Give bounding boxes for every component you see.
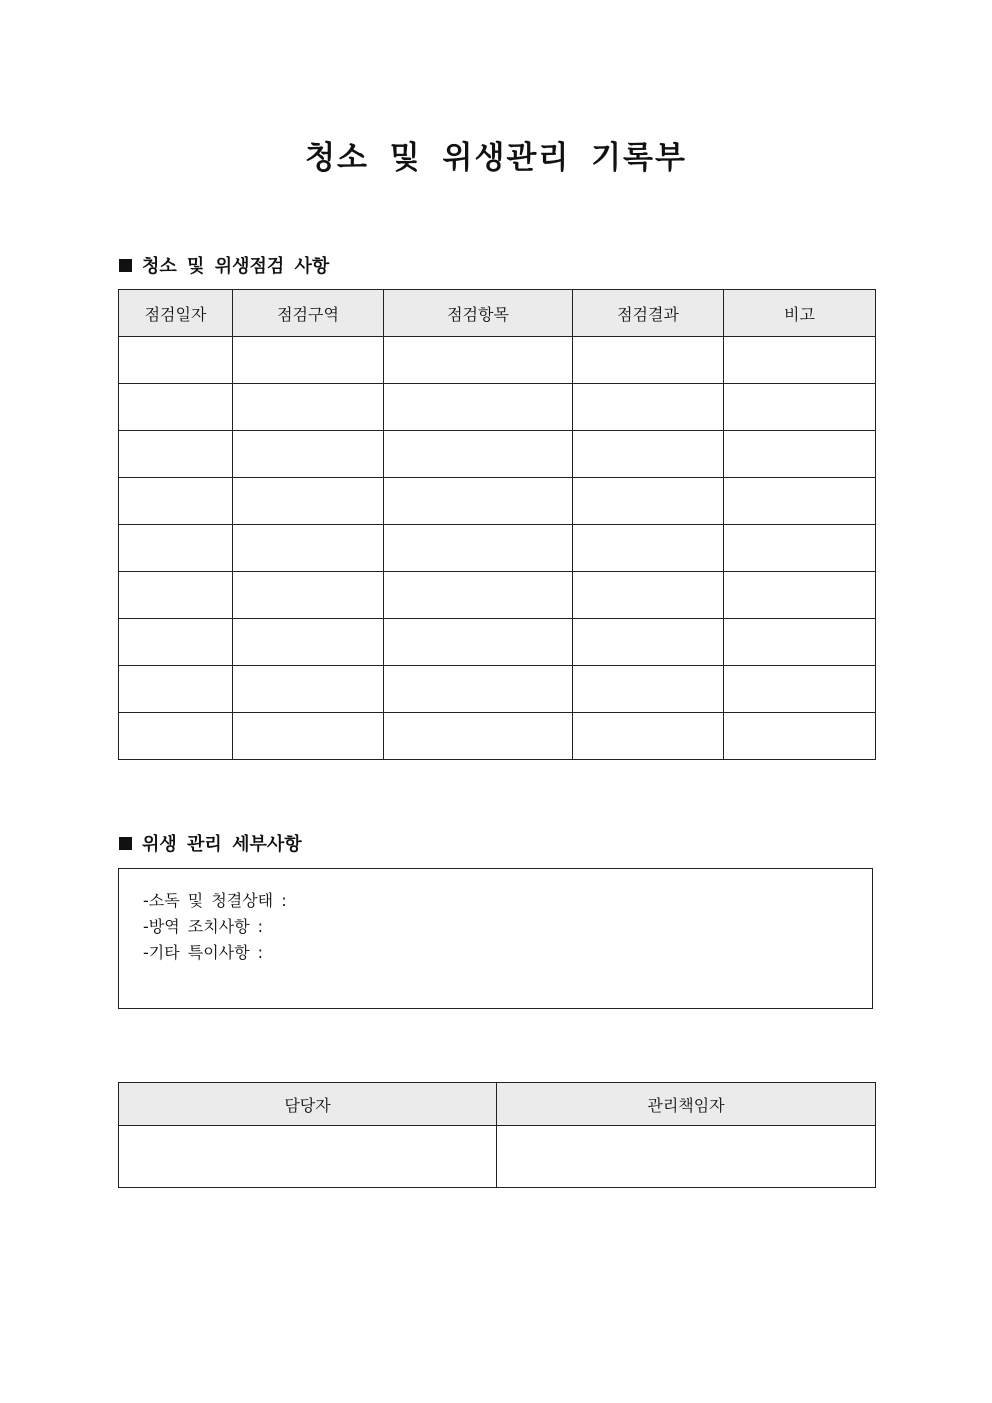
signature-table bbox=[118, 1082, 876, 1188]
inspection-section-title: 청소 및 위생점검 사항 bbox=[142, 256, 330, 277]
table-cell[interactable] bbox=[573, 525, 724, 572]
pest-control-line: -방역 조치사항 : bbox=[143, 917, 264, 936]
table-cell[interactable] bbox=[119, 384, 233, 431]
table-row bbox=[119, 337, 876, 384]
table-cell[interactable] bbox=[233, 337, 384, 384]
table-cell[interactable] bbox=[724, 619, 876, 666]
table-cell[interactable] bbox=[573, 619, 724, 666]
signature-header-row bbox=[119, 1083, 876, 1126]
table-cell[interactable] bbox=[573, 572, 724, 619]
table-cell[interactable] bbox=[724, 666, 876, 713]
disinfection-status-line: -소독 및 청결상태 : bbox=[143, 891, 287, 910]
table-cell[interactable] bbox=[119, 572, 233, 619]
table-cell[interactable] bbox=[233, 431, 384, 478]
details-box[interactable] bbox=[118, 868, 873, 1009]
table-cell[interactable] bbox=[724, 525, 876, 572]
table-cell[interactable] bbox=[384, 431, 573, 478]
table-cell[interactable] bbox=[233, 619, 384, 666]
table-cell[interactable] bbox=[119, 666, 233, 713]
column-header-item: 점검항목 bbox=[384, 290, 573, 337]
column-header-area: 점검구역 bbox=[233, 290, 384, 337]
person-in-charge-signature-cell[interactable] bbox=[119, 1126, 497, 1188]
square-bullet-icon bbox=[119, 259, 132, 272]
inspection-table bbox=[118, 289, 876, 760]
manager-signature-cell[interactable] bbox=[497, 1126, 876, 1188]
table-cell[interactable] bbox=[573, 431, 724, 478]
table-cell[interactable] bbox=[233, 713, 384, 760]
column-header-date: 점검일자 bbox=[119, 290, 233, 337]
column-header-manager: 관리책임자 bbox=[497, 1083, 876, 1126]
table-cell[interactable] bbox=[724, 337, 876, 384]
table-cell[interactable] bbox=[119, 478, 233, 525]
table-row bbox=[119, 384, 876, 431]
table-cell[interactable] bbox=[384, 337, 573, 384]
table-cell[interactable] bbox=[233, 572, 384, 619]
table-cell[interactable] bbox=[724, 572, 876, 619]
signature-row bbox=[119, 1126, 876, 1188]
table-cell[interactable] bbox=[119, 619, 233, 666]
table-cell[interactable] bbox=[573, 713, 724, 760]
table-row bbox=[119, 478, 876, 525]
table-cell[interactable] bbox=[233, 384, 384, 431]
table-row bbox=[119, 572, 876, 619]
column-header-result: 점검결과 bbox=[573, 290, 724, 337]
table-cell[interactable] bbox=[119, 337, 233, 384]
table-cell[interactable] bbox=[119, 525, 233, 572]
table-cell[interactable] bbox=[384, 572, 573, 619]
table-cell[interactable] bbox=[724, 478, 876, 525]
table-cell[interactable] bbox=[573, 337, 724, 384]
table-cell[interactable] bbox=[119, 431, 233, 478]
column-header-remarks: 비고 bbox=[724, 290, 876, 337]
table-cell[interactable] bbox=[119, 713, 233, 760]
square-bullet-icon bbox=[119, 837, 132, 850]
table-cell[interactable] bbox=[724, 431, 876, 478]
table-row bbox=[119, 525, 876, 572]
table-cell[interactable] bbox=[233, 525, 384, 572]
table-cell[interactable] bbox=[384, 713, 573, 760]
table-cell[interactable] bbox=[384, 478, 573, 525]
inspection-table-header-row bbox=[119, 290, 876, 337]
inspection-section-heading bbox=[119, 252, 329, 278]
table-cell[interactable] bbox=[724, 384, 876, 431]
table-cell[interactable] bbox=[233, 666, 384, 713]
table-cell[interactable] bbox=[573, 384, 724, 431]
table-cell[interactable] bbox=[233, 478, 384, 525]
table-cell[interactable] bbox=[384, 525, 573, 572]
table-cell[interactable] bbox=[573, 478, 724, 525]
table-cell[interactable] bbox=[724, 713, 876, 760]
column-header-person-in-charge: 담당자 bbox=[119, 1083, 497, 1126]
table-row bbox=[119, 666, 876, 713]
table-row bbox=[119, 431, 876, 478]
table-cell[interactable] bbox=[384, 619, 573, 666]
table-cell[interactable] bbox=[384, 666, 573, 713]
table-cell[interactable] bbox=[573, 666, 724, 713]
other-notes-line: -기타 특이사항 : bbox=[143, 943, 264, 962]
document-title: 청소 및 위생관리 기록부 bbox=[305, 140, 687, 176]
details-section-title: 위생 관리 세부사항 bbox=[142, 834, 302, 855]
table-row bbox=[119, 619, 876, 666]
details-section-heading bbox=[119, 830, 302, 856]
table-cell[interactable] bbox=[384, 384, 573, 431]
table-row bbox=[119, 713, 876, 760]
